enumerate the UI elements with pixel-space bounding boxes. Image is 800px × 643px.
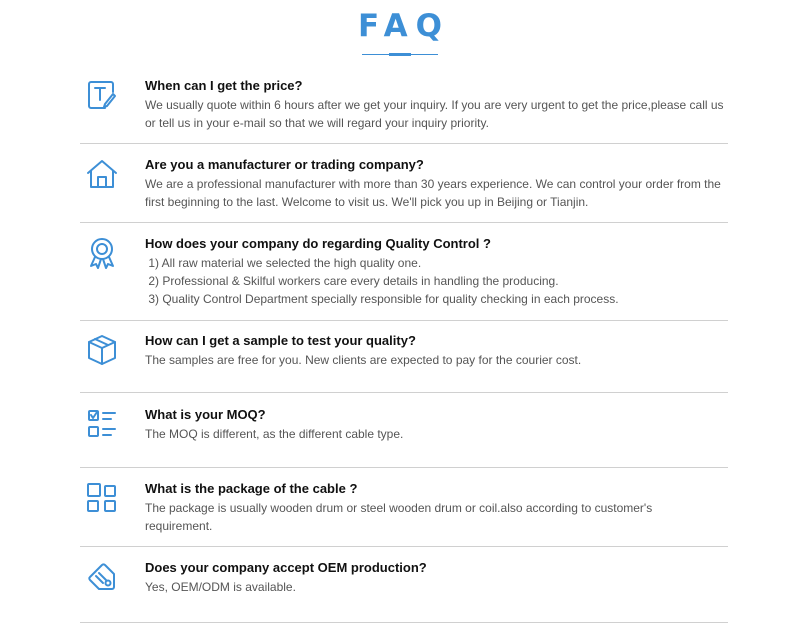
page-title: FAQ: [358, 8, 450, 44]
faq-question: How does your company do regarding Quality Control ?: [145, 236, 491, 251]
divider: [80, 467, 728, 468]
faq-question: Does your company accept OEM production?: [145, 560, 427, 575]
title-underline-accent: [389, 53, 411, 56]
divider: [80, 222, 728, 223]
text-edit-icon: [85, 78, 119, 112]
faq-question: What is your MOQ?: [145, 407, 266, 422]
faq-question: How can I get a sample to test your quality?: [145, 333, 416, 348]
faq-answer: The MOQ is different, as the different cable type.: [145, 427, 404, 441]
price-tag-icon: [85, 560, 119, 594]
faq-answer: Yes, OEM/ODM is available.: [145, 580, 296, 594]
house-icon: [85, 157, 119, 191]
grid-blocks-icon: [85, 481, 119, 515]
faq-answer: The package is usually wooden drum or steel wooden drum or coil.also according to customer's requirement.: [145, 501, 653, 533]
divider: [80, 143, 728, 144]
divider: [80, 622, 728, 623]
faq-answer: 1) All raw material we selected the high quality one. 2) Professional & Skilful workers care every details in handling the producing. 3) Quality Control Department specially responsible for quality checking in each process.: [145, 256, 619, 306]
award-badge-icon: [85, 236, 119, 270]
box-icon: [85, 333, 119, 367]
faq-question: When can I get the price?: [145, 78, 303, 93]
divider: [80, 546, 728, 547]
divider: [80, 320, 728, 321]
checklist-icon: [85, 407, 119, 441]
faq-question: Are you a manufacturer or trading company?: [145, 157, 424, 172]
faq-question: What is the package of the cable ?: [145, 481, 358, 496]
faq-answer: We usually quote within 6 hours after we get your inquiry. If you are very urgent to get the price,please call us or tell us in your e-mail so that we will regard your inquiry priority.: [145, 98, 724, 130]
divider: [80, 392, 728, 393]
faq-answer: The samples are free for you. New clients are expected to pay for the courier cost.: [145, 353, 582, 367]
faq-answer: We are a professional manufacturer with more than 30 years experience. We can control your order from the first beginning to the last. Welcome to visit us. We'll pick you up in Beijing or Tianjin.: [145, 177, 721, 209]
